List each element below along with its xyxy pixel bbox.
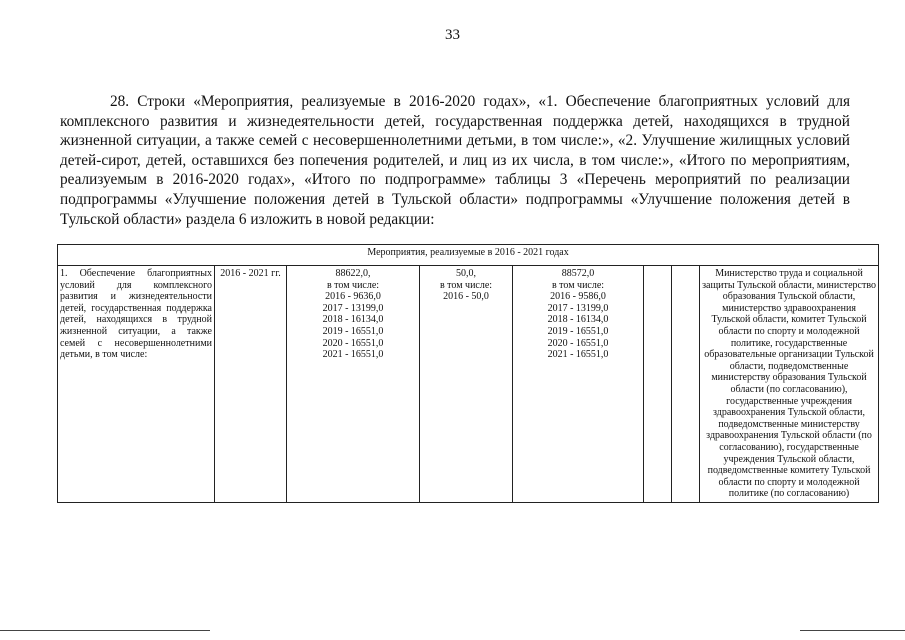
- funding-total-year: 2017 - 13199,0: [322, 302, 384, 314]
- footer-rule-left: [0, 630, 210, 631]
- funding-total-cell: [287, 266, 420, 503]
- funding-regional-year: 2018 - 16134,0: [547, 314, 609, 326]
- funding-regional-year: 2017 - 13199,0: [547, 302, 609, 314]
- table-header-row: [58, 245, 879, 266]
- funding-regional-year: 2019 - 16551,0: [547, 325, 609, 337]
- page-number: 33: [445, 27, 460, 43]
- table-header: Мероприятия, реализуемые в 2016 - 2021 годах: [58, 245, 879, 266]
- measures-table: [57, 244, 879, 503]
- footer-rule-right: [800, 630, 905, 631]
- funding-federal-year: 2016 - 50,0: [443, 291, 489, 303]
- funding-regional-amount: 88572,0: [561, 268, 595, 279]
- funding-total-amount: 88622,0,: [335, 268, 371, 279]
- measure-period: 2016 - 2021 гг.: [215, 266, 287, 503]
- funding-regional-year: 2021 - 16551,0: [547, 349, 609, 361]
- funding-federal-amount: 50,0,: [456, 268, 476, 279]
- funding-total-label: в том числе:: [326, 279, 380, 291]
- funding-total-year: 2016 - 9636,0: [325, 291, 381, 303]
- funding-federal-label: в том числе:: [439, 279, 493, 291]
- funding-regional-year: 2016 - 9586,0: [550, 291, 606, 303]
- main-paragraph: 28. Строки «Мероприятия, реализуемые в 2016-2020 годах», «1. Обеспечение благоприятных условий для комплексного развития и жизнедеятельности детей, государственная поддержка детей, находящихся в трудной жизненной ситуации, а также семей с несовершеннолетними детьми, в том числе:», «2. Улучшение жилищных условий детей-сирот, детей, оставшихся без попечения родителей, и лиц из их числа, в том числе:», «Итого по мероприятиям, реализуемым в 2016-2020 годах», «Итого по подпрограмме» таблицы 3 «Перечень мероприятий по реализации подпрограммы «Улучшение положения детей в Тульской области» подпрограммы «Улучшение положения детей в Тульской области» раздела 6 изложить в новой редакции:: [60, 93, 850, 228]
- table-row: [58, 266, 879, 503]
- funding-regional-label: в том числе:: [551, 279, 605, 291]
- funding-federal-cell: [420, 266, 513, 503]
- executors-cell: Министерство труда и социальной защиты Тульской области, министерство образования Тульской области, министерство здравоохранения Тульской области, комитет Тульской области по спорту и молодежной политике, государственные образовательные организации Тульской области, подведомственные министерству образования Тульской области (по согласованию), государственные учреждения здравоохранения Тульской области, подведомственные министерству здравоохранения Тульской области (по согласованию), государственные учреждения Тульской области, подведомственные комитету Тульской области по спорту и молодежной политике (по согласованию): [700, 266, 879, 503]
- funding-total-year: 2018 - 16134,0: [322, 314, 384, 326]
- funding-total-year: 2019 - 16551,0: [322, 325, 384, 337]
- funding-other-cell: [672, 266, 700, 503]
- funding-regional-cell: [513, 266, 644, 503]
- funding-local-cell: [644, 266, 672, 503]
- funding-regional-year: 2020 - 16551,0: [547, 337, 609, 349]
- funding-total-year: 2021 - 16551,0: [322, 349, 384, 361]
- funding-total-year: 2020 - 16551,0: [322, 337, 384, 349]
- measure-description: 1. Обеспечение благоприятных условий для комплексного развития и жизнедеятельности детей, государственная поддержка детей, находящихся в трудной жизненной ситуации, а также семей с несовершеннолетними детьми, в том числе:: [58, 266, 215, 503]
